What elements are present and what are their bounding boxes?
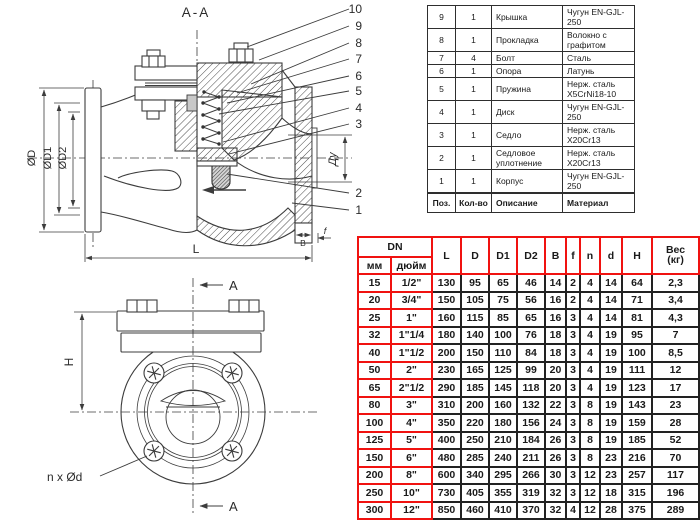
table-row [358,502,699,520]
table-cell: 150 [432,292,461,310]
table-cell: 1" [391,309,432,327]
table-cell: 56 [517,292,545,310]
table-cell: 3 [566,327,580,345]
callout-4: 4 [355,101,362,115]
table-cell: 105 [461,292,489,310]
table-cell: 7 [428,52,456,65]
table-cell: 20 [545,379,566,397]
table-cell: 4 [566,502,580,520]
table-cell: 65 [358,379,391,397]
table-cell: 85 [489,309,517,327]
table-cell: 28 [600,502,622,520]
parts-list-body [428,6,635,194]
table-cell: 84 [517,344,545,362]
table-cell: 285 [461,449,489,467]
table-header-row [428,193,635,213]
callout-7: 7 [355,52,362,66]
table-cell: 14 [600,292,622,310]
table-cell: 1 [456,124,492,147]
table-cell: 123 [622,379,652,397]
table-cell: 4,3 [652,309,699,327]
table-cell: 160 [489,397,517,415]
callout-3: 3 [355,117,362,131]
table-cell: 52 [652,432,699,450]
header-inch: дюйм [391,257,432,274]
table-cell: Корпус [492,170,563,194]
table-cell: 117 [652,467,699,485]
table-cell: 3" [391,397,432,415]
header-mm: мм [358,257,391,274]
table-cell: 3 [428,124,456,147]
callout-6: 6 [355,69,362,83]
table-cell: 8,5 [652,344,699,362]
table-row [428,101,635,124]
table-cell: 2"1/2 [391,379,432,397]
table-cell: 145 [489,379,517,397]
table-cell: 8 [580,432,600,450]
dim-label-f: f [323,226,327,236]
table-cell: 159 [622,414,652,432]
header-material: Материал [563,193,635,213]
table-cell: Опора [492,65,563,78]
table-cell: 266 [517,467,545,485]
table-cell: Чугун EN-GJL-250 [563,101,635,124]
table-cell: 75 [489,292,517,310]
table-cell: 3 [566,309,580,327]
table-cell: Пружина [492,78,563,101]
table-cell: 50 [358,362,391,380]
table-cell: 18 [600,484,622,502]
table-cell: 3 [566,362,580,380]
table-cell: Нерж. сталь X20Cr13 [563,124,635,147]
table-row [358,397,699,415]
table-cell: 600 [432,467,461,485]
table-cell: Латунь [563,65,635,78]
header-h: H [622,237,652,274]
dimensions-table-body [358,274,699,519]
table-cell: 290 [432,379,461,397]
table-cell: 5 [428,78,456,101]
table-row [358,414,699,432]
table-cell: 95 [461,274,489,292]
table-cell: 118 [517,379,545,397]
table-cell: 4" [391,414,432,432]
table-cell: 16 [545,292,566,310]
table-row [358,309,699,327]
header-weight: Вес (кг) [652,237,699,274]
table-cell: 19 [600,397,622,415]
table-cell: 140 [461,327,489,345]
table-cell: 17 [652,379,699,397]
table-cell: 2" [391,362,432,380]
table-cell: Диск [492,101,563,124]
table-cell: 16 [545,309,566,327]
table-row [358,274,699,292]
parts-list-header [428,193,635,213]
table-cell: 150 [358,449,391,467]
table-cell: 100 [358,414,391,432]
table-cell: 4 [580,292,600,310]
table-cell: 405 [461,484,489,502]
table-cell: 3 [566,484,580,502]
table-cell: 340 [461,467,489,485]
table-cell: Чугун EN-GJL-250 [563,170,635,194]
table-cell: 1 [456,78,492,101]
dim-label-d: ØD [26,149,38,167]
front-view [47,278,318,514]
table-cell: 65 [517,309,545,327]
table-cell: Волокно с графитом [563,29,635,52]
table-row [428,124,635,147]
table-cell: 1 [456,65,492,78]
table-cell: 184 [517,432,545,450]
table-cell: 40 [358,344,391,362]
table-cell: 370 [517,502,545,520]
table-cell: 150 [461,344,489,362]
header-b: B [545,237,566,274]
dim-label-h: H [62,357,76,367]
table-cell: 22 [545,397,566,415]
table-cell: 4 [580,344,600,362]
table-row [428,65,635,78]
table-cell: 3 [566,432,580,450]
callout-5: 5 [355,84,362,98]
table-cell: 19 [600,362,622,380]
table-cell: 8 [580,449,600,467]
table-cell: 165 [461,362,489,380]
table-cell: 125 [358,432,391,450]
header-dn: DN [358,237,432,257]
table-cell: 12 [652,362,699,380]
table-cell: 95 [622,327,652,345]
table-row [358,379,699,397]
table-cell: 8 [580,414,600,432]
table-cell: 180 [432,327,461,345]
table-cell: 20 [545,362,566,380]
header-n: n [580,237,600,274]
table-cell: 76 [517,327,545,345]
table-cell: 6" [391,449,432,467]
table-cell: 250 [461,432,489,450]
table-cell: 4 [580,327,600,345]
dim-label-b: B [300,238,306,248]
table-cell: 355 [489,484,517,502]
table-cell: 10" [391,484,432,502]
table-cell: 2,3 [652,274,699,292]
table-cell: 30 [545,467,566,485]
table-cell: 110 [489,344,517,362]
table-cell: 23 [600,449,622,467]
table-cell: 14 [545,274,566,292]
table-cell: 26 [545,432,566,450]
table-cell: 295 [489,467,517,485]
table-cell: 32 [358,327,391,345]
table-cell: 200 [461,397,489,415]
table-cell: 4 [580,274,600,292]
table-row [428,29,635,52]
table-cell: 2 [566,274,580,292]
table-cell: 730 [432,484,461,502]
table-cell: 100 [622,344,652,362]
table-cell: 19 [600,432,622,450]
table-cell: 5" [391,432,432,450]
table-cell: 3,4 [652,292,699,310]
table-cell: 250 [358,484,391,502]
table-cell: 24 [545,414,566,432]
table-cell: 7 [652,327,699,345]
table-cell: 100 [489,327,517,345]
table-cell: 70 [652,449,699,467]
table-cell: 3 [566,449,580,467]
table-cell: 3 [566,467,580,485]
table-cell: 1 [456,147,492,170]
table-cell: 71 [622,292,652,310]
table-cell: 14 [600,309,622,327]
section-view-title: A-A [181,5,211,20]
table-cell: 160 [432,309,461,327]
table-cell: 460 [461,502,489,520]
table-row [358,344,699,362]
table-cell: 240 [489,449,517,467]
bolt-pattern-label: n x Ød [47,470,83,484]
table-cell: 180 [489,414,517,432]
table-cell: 1/2" [391,274,432,292]
table-cell: 64 [622,274,652,292]
table-cell: 3 [566,379,580,397]
table-cell: 185 [461,379,489,397]
table-cell: 6 [428,65,456,78]
dim-h [74,312,116,410]
table-cell: 125 [489,362,517,380]
table-cell: 319 [517,484,545,502]
table-cell: 8 [580,397,600,415]
table-cell: 15 [358,274,391,292]
table-cell: 300 [358,502,391,520]
table-cell: 156 [517,414,545,432]
table-cell: 1 [428,170,456,194]
table-cell: 1 [456,6,492,29]
table-cell: 80 [358,397,391,415]
header-pos: Поз. [428,193,456,213]
table-cell: 230 [432,362,461,380]
section-arrow-top-label: A [229,278,238,293]
callout-10: 10 [348,2,362,16]
table-cell: 12" [391,502,432,520]
table-cell: 1 [456,101,492,124]
parts-list-table [427,5,635,213]
table-cell: Чугун EN-GJL-250 [563,6,635,29]
table-cell: 1 [456,170,492,194]
table-cell: 200 [358,467,391,485]
table-cell: 410 [489,502,517,520]
spring [201,90,220,145]
table-cell: 196 [652,484,699,502]
dim-label-d2: ØD2 [57,146,69,170]
table-row [428,147,635,170]
header-d: D [461,237,489,274]
table-cell: 216 [622,449,652,467]
table-cell: 14 [600,274,622,292]
header-l: L [432,237,461,274]
header-d2: D2 [517,237,545,274]
table-cell: 257 [622,467,652,485]
table-cell: 289 [652,502,699,520]
table-cell: 310 [432,397,461,415]
table-row [358,362,699,380]
table-row [428,52,635,65]
table-cell: Нерж. сталь X20Cr13 [563,147,635,170]
table-cell: 132 [517,397,545,415]
table-cell: 23 [600,467,622,485]
table-cell: 143 [622,397,652,415]
table-cell: 19 [600,327,622,345]
table-cell: 130 [432,274,461,292]
table-cell: 23 [652,397,699,415]
table-cell: 211 [517,449,545,467]
table-cell: 28 [652,414,699,432]
table-cell: 99 [517,362,545,380]
table-row [358,327,699,345]
table-row [428,170,635,194]
table-cell: 18 [545,327,566,345]
table-cell: 3/4" [391,292,432,310]
table-cell: 8 [428,29,456,52]
table-cell: 375 [622,502,652,520]
table-cell: Сталь [563,52,635,65]
callout-1: 1 [355,203,362,217]
table-cell: 210 [489,432,517,450]
table-header-row [358,237,699,257]
callout-numbers [349,2,363,217]
table-cell: 65 [489,274,517,292]
dim-label-d1: ØD1 [42,146,54,170]
table-row [358,467,699,485]
table-cell: 2 [428,147,456,170]
header-f: f [566,237,580,274]
dimensions-table-header [358,237,699,274]
table-cell: 111 [622,362,652,380]
callout-2: 2 [355,186,362,200]
table-cell: 850 [432,502,461,520]
table-cell: 19 [600,344,622,362]
table-cell: 32 [545,502,566,520]
table-cell: Седловое уплотнение [492,147,563,170]
table-cell: 81 [622,309,652,327]
table-cell: 4 [428,101,456,124]
table-cell: 19 [600,414,622,432]
header-d1: D1 [489,237,517,274]
table-cell: 315 [622,484,652,502]
table-cell: 200 [432,344,461,362]
table-cell: 4 [580,309,600,327]
dim-label-dy: Ду [327,152,339,166]
bonnet-bolt-left [142,50,165,119]
table-cell: 350 [432,414,461,432]
section-view [26,2,362,262]
table-cell: 32 [545,484,566,502]
table-cell: 4 [456,52,492,65]
table-cell: 115 [461,309,489,327]
table-cell: 18 [545,344,566,362]
table-cell: 3 [566,414,580,432]
table-row [428,78,635,101]
table-cell: Болт [492,52,563,65]
table-row [358,292,699,310]
table-cell: 400 [432,432,461,450]
table-cell: 2 [566,292,580,310]
callout-8: 8 [355,36,362,50]
table-cell: Седло [492,124,563,147]
table-cell: 12 [580,502,600,520]
table-cell: 9 [428,6,456,29]
table-cell: 46 [517,274,545,292]
table-row [358,449,699,467]
table-cell: Прокладка [492,29,563,52]
table-row [428,6,635,29]
header-d-hole: d [600,237,622,274]
table-cell: 480 [432,449,461,467]
table-cell: 12 [580,467,600,485]
table-cell: 3 [566,397,580,415]
header-description: Описание [492,193,563,213]
table-cell: 20 [358,292,391,310]
table-cell: 4 [580,379,600,397]
table-cell: Нерж. сталь X5CrNi18-10 [563,78,635,101]
table-cell: 1"1/2 [391,344,432,362]
callout-9: 9 [355,19,362,33]
table-cell: 26 [545,449,566,467]
table-cell: 12 [580,484,600,502]
dim-label-l: L [192,242,200,256]
table-row [358,432,699,450]
table-cell: 220 [461,414,489,432]
table-cell: Крышка [492,6,563,29]
disc [197,148,237,161]
table-cell: 25 [358,309,391,327]
dimensions-table [357,236,700,520]
table-row [358,484,699,502]
table-cell: 1 [456,29,492,52]
table-cell: 185 [622,432,652,450]
table-cell: 19 [600,379,622,397]
table-cell: 8" [391,467,432,485]
table-cell: 4 [580,362,600,380]
table-cell: 1"1/4 [391,327,432,345]
table-cell: 3 [566,344,580,362]
section-arrow-bottom-label: A [229,499,238,514]
header-qty: Кол-во [456,193,492,213]
